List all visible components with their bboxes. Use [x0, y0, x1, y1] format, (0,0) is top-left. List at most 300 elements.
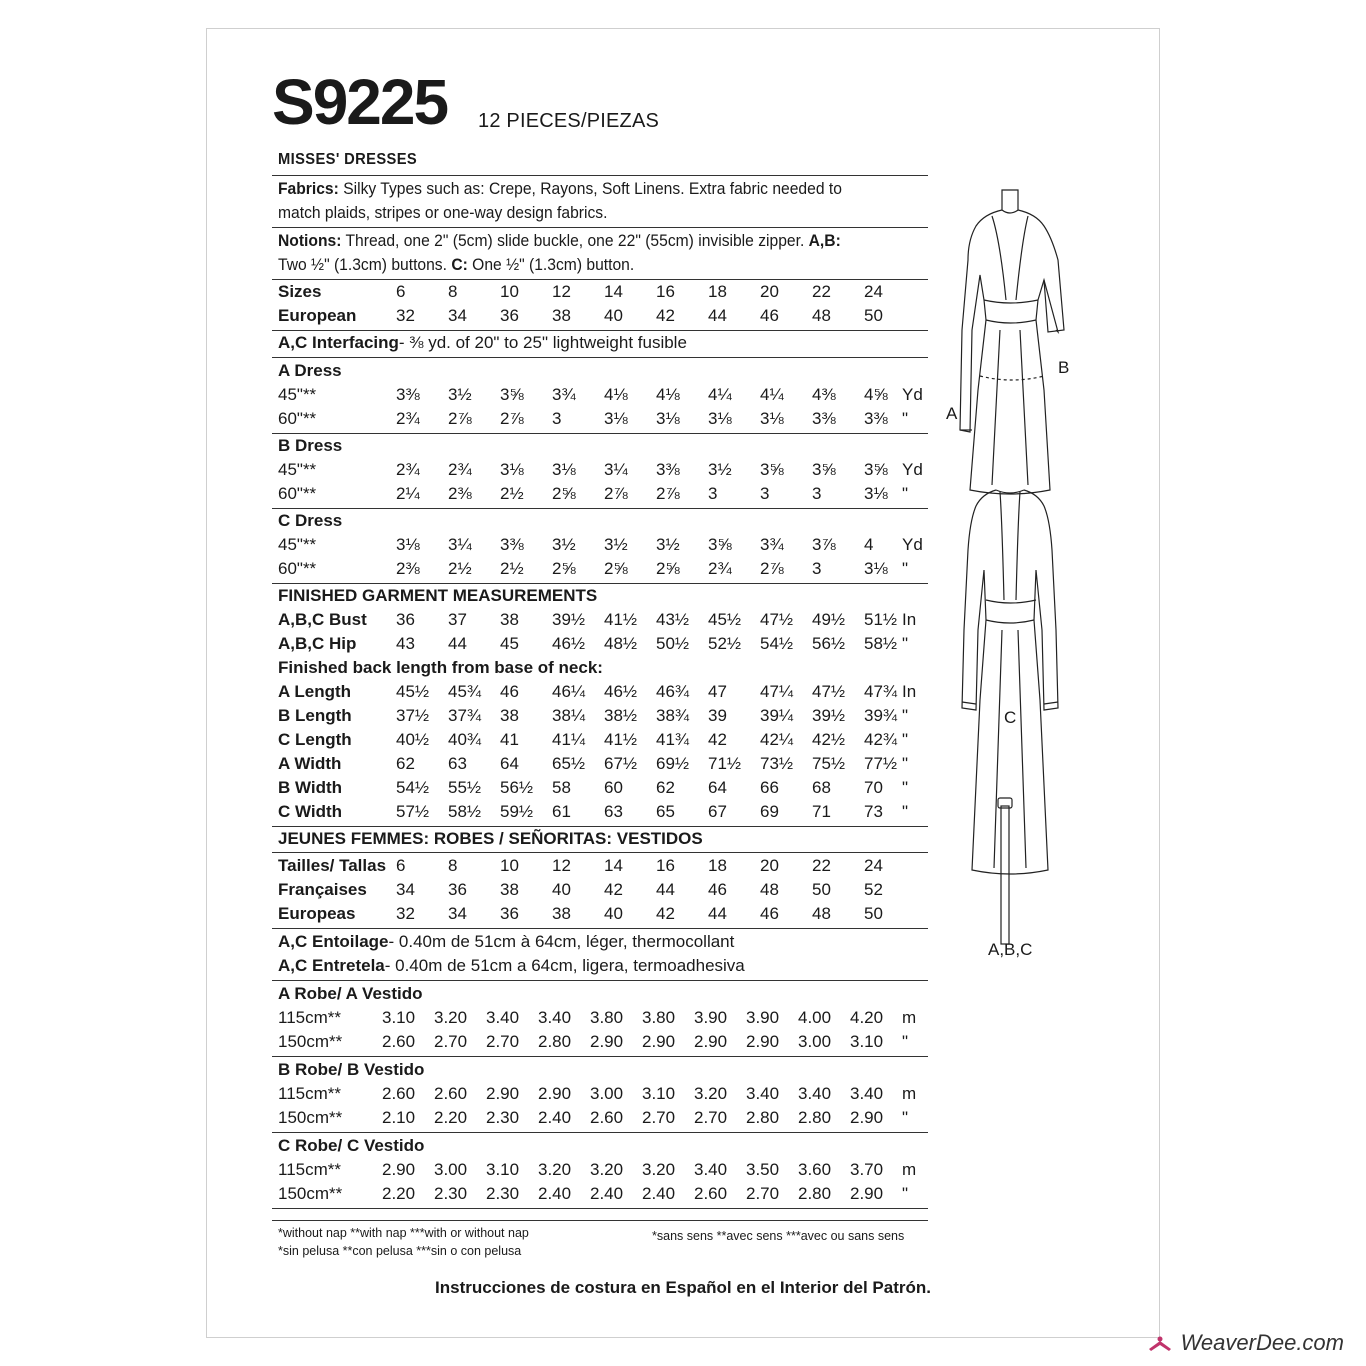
table-cell: 2⅞ — [760, 559, 784, 578]
dress-c-illustration — [962, 490, 1058, 874]
table-cell: 49½ — [812, 610, 846, 629]
table-cell: 3⅛ — [760, 409, 784, 428]
table-cell: 2.90 — [486, 1084, 520, 1103]
table-cell: 57½ — [396, 802, 430, 821]
table-cell: 67½ — [604, 754, 638, 773]
table-cell: 2.40 — [590, 1184, 624, 1203]
unit-label: Yd — [902, 385, 923, 404]
table-cell: 37¾ — [448, 706, 482, 725]
table-cell: 48 — [812, 904, 831, 923]
table-cell: 38 — [552, 904, 571, 923]
table-cell: 3⅛ — [552, 460, 576, 479]
divider — [272, 980, 928, 981]
table-cell: 3⅝ — [760, 460, 784, 479]
brand-logo-icon — [1145, 1333, 1175, 1355]
table-cell: 45¾ — [448, 682, 482, 701]
table-cell: 77½ — [864, 754, 898, 773]
view-label-c: C — [1004, 708, 1017, 727]
table-cell: 2.90 — [538, 1084, 572, 1103]
divider — [272, 357, 928, 358]
table-cell: 65 — [656, 802, 675, 821]
table-cell: 3 — [708, 484, 718, 503]
unit-label: " — [902, 778, 909, 797]
unit-label: " — [902, 1032, 909, 1051]
table-cell: 20 — [760, 856, 779, 875]
table-cell: 3¼ — [604, 460, 628, 479]
table-cell: 3 — [760, 484, 770, 503]
table-cell: 3⅜ — [656, 460, 680, 479]
unit-label: m — [902, 1160, 917, 1179]
row-label: Françaises — [278, 880, 367, 899]
unit-label: Yd — [902, 460, 923, 479]
table-cell: 3⅝ — [500, 385, 524, 404]
interfacing-text: - ⅜ yd. of 20" to 25" lightweight fusible — [398, 333, 687, 352]
table-cell: 3.80 — [590, 1008, 624, 1027]
table-cell: 4⅛ — [656, 385, 680, 404]
divider — [272, 433, 928, 434]
table-cell: 3.60 — [798, 1160, 832, 1179]
table-cell: 2.90 — [746, 1032, 780, 1051]
table-cell: 2.70 — [434, 1032, 468, 1051]
divider — [272, 852, 928, 853]
table-cell: 47¾ — [864, 682, 898, 701]
table-cell: 2½ — [500, 484, 524, 503]
table-cell: 3.10 — [486, 1160, 520, 1179]
table-cell: 70 — [864, 778, 883, 797]
row-label: B Length — [278, 706, 352, 725]
table-cell: 38½ — [604, 706, 638, 725]
table-cell: 56½ — [812, 634, 846, 653]
table-cell: 2.10 — [382, 1108, 416, 1127]
table-cell: 2.20 — [434, 1108, 468, 1127]
row-label: 45"** — [278, 460, 317, 479]
unit-label: " — [902, 409, 909, 428]
table-cell: 6 — [396, 282, 406, 301]
table-cell: 36 — [500, 904, 519, 923]
table-cell: 32 — [396, 904, 415, 923]
view-label-abc: A,B,C — [988, 940, 1033, 959]
table-cell: 3⅛ — [708, 409, 732, 428]
table-cell: 37½ — [396, 706, 430, 725]
view-label-b: B — [1058, 358, 1070, 377]
table-cell: 73½ — [760, 754, 794, 773]
table-cell: 2.40 — [538, 1184, 572, 1203]
table-cell: 66 — [760, 778, 779, 797]
table-cell: 2.60 — [434, 1084, 468, 1103]
table-cell: 41½ — [604, 730, 638, 749]
table-cell: 4⅝ — [864, 385, 888, 404]
entretela-line — [278, 954, 745, 978]
table-cell: 16 — [656, 282, 675, 301]
table-cell: 3½ — [448, 385, 472, 404]
table-cell: 46½ — [552, 634, 586, 653]
table-cell: 4.00 — [798, 1008, 832, 1027]
table-cell: 48½ — [604, 634, 638, 653]
table-cell: 20 — [760, 282, 779, 301]
view-title: B Dress — [278, 436, 343, 455]
unit-label: " — [902, 634, 909, 653]
table-cell: 2⅝ — [604, 559, 628, 578]
table-cell: 4¼ — [708, 385, 732, 404]
table-cell: 4⅛ — [604, 385, 628, 404]
table-cell: 45½ — [396, 682, 430, 701]
table-cell: 22 — [812, 282, 831, 301]
table-cell: 2½ — [448, 559, 472, 578]
table-cell: 41½ — [604, 610, 638, 629]
table-cell: 50 — [812, 880, 831, 899]
table-cell: 3⅞ — [812, 535, 836, 554]
table-cell: 69 — [760, 802, 779, 821]
table-cell: 2¾ — [396, 460, 420, 479]
table-cell: 3 — [812, 484, 822, 503]
table-cell: 47½ — [760, 610, 794, 629]
table-cell: 2.60 — [694, 1184, 728, 1203]
finished-measurements-title: FINISHED GARMENT MEASUREMENTS — [278, 586, 598, 605]
table-cell: 34 — [396, 880, 415, 899]
table-cell: 41¼ — [552, 730, 586, 749]
row-label: 115cm** — [278, 1008, 341, 1027]
table-cell: 3.20 — [590, 1160, 624, 1179]
unit-label: In — [902, 610, 917, 629]
table-cell: 47 — [708, 682, 727, 701]
table-cell: 58½ — [448, 802, 482, 821]
table-cell: 69½ — [656, 754, 690, 773]
table-cell: 65½ — [552, 754, 586, 773]
table-cell: 3.40 — [746, 1084, 780, 1103]
table-cell: 39¾ — [864, 706, 898, 725]
table-cell: 3 — [552, 409, 562, 428]
table-cell: 52½ — [708, 634, 742, 653]
footnote-english: *without nap **with nap ***with or without nap — [278, 1226, 529, 1240]
table-cell: 3.40 — [694, 1160, 728, 1179]
row-label: 60"** — [278, 559, 317, 578]
table-cell: 38 — [500, 610, 519, 629]
table-cell: 3⅝ — [708, 535, 732, 554]
table-cell: 12 — [552, 282, 571, 301]
table-cell: 2.70 — [642, 1108, 676, 1127]
table-cell: 2.70 — [746, 1184, 780, 1203]
table-cell: 54½ — [396, 778, 430, 797]
spanish-instructions-note: Instrucciones de costura en Español en el Interior del Patrón. — [435, 1278, 931, 1297]
table-cell: 3.40 — [538, 1008, 572, 1027]
table-cell: 64 — [500, 754, 519, 773]
table-cell: 3¾ — [552, 385, 576, 404]
divider — [272, 175, 928, 176]
table-cell: 2.60 — [382, 1084, 416, 1103]
table-cell: 60 — [604, 778, 623, 797]
table-cell: 2.80 — [798, 1108, 832, 1127]
table-cell: 47½ — [812, 682, 846, 701]
table-cell: 4¼ — [760, 385, 784, 404]
table-cell: 3.50 — [746, 1160, 780, 1179]
table-cell: 50 — [864, 306, 883, 325]
footnote-french: *sans sens **avec sens ***avec ou sans sens — [652, 1229, 905, 1243]
table-cell: 3⅜ — [396, 385, 420, 404]
table-cell: 18 — [708, 282, 727, 301]
table-cell: 38 — [552, 306, 571, 325]
table-cell: 40 — [604, 306, 623, 325]
divider — [272, 1132, 928, 1133]
view-label-a: A — [946, 404, 958, 423]
table-cell: 46 — [760, 306, 779, 325]
divider — [272, 1056, 928, 1057]
table-cell: 3⅜ — [864, 409, 888, 428]
table-cell: 36 — [500, 306, 519, 325]
pattern-title: MISSES' DRESSES — [278, 151, 418, 168]
table-cell: 24 — [864, 282, 883, 301]
table-cell: 71 — [812, 802, 831, 821]
row-label: Sizes — [278, 282, 322, 301]
table-cell: 42 — [708, 730, 727, 749]
table-cell: 38 — [500, 706, 519, 725]
table-cell: 73 — [864, 802, 883, 821]
table-cell: 16 — [656, 856, 675, 875]
row-label: 60"** — [278, 409, 317, 428]
row-label: 45"** — [278, 535, 317, 554]
table-cell: 39 — [708, 706, 727, 725]
table-cell: 59½ — [500, 802, 534, 821]
table-cell: 2⅞ — [500, 409, 524, 428]
table-cell: 63 — [448, 754, 467, 773]
table-cell: 58½ — [864, 634, 898, 653]
table-cell: 2⅞ — [448, 409, 472, 428]
row-label: A Width — [278, 754, 342, 773]
table-cell: 46 — [760, 904, 779, 923]
table-cell: 44 — [708, 904, 727, 923]
table-cell: 50½ — [656, 634, 690, 653]
table-cell: 3⅝ — [812, 460, 836, 479]
table-cell: 3.80 — [642, 1008, 676, 1027]
table-cell: 2⅝ — [552, 484, 576, 503]
table-cell: 38¾ — [656, 706, 690, 725]
table-cell: 14 — [604, 282, 623, 301]
table-cell: 3.70 — [850, 1160, 884, 1179]
table-cell: 3¾ — [760, 535, 784, 554]
row-label: 150cm** — [278, 1108, 343, 1127]
metric-section-title: JEUNES FEMMES: ROBES / SEÑORITAS: VESTIDOS — [278, 829, 703, 848]
table-cell: 47¼ — [760, 682, 794, 701]
table-cell: 3.00 — [798, 1032, 832, 1051]
table-cell: 3.90 — [694, 1008, 728, 1027]
table-cell: 2.80 — [798, 1184, 832, 1203]
table-cell: 3⅛ — [604, 409, 628, 428]
table-cell: 3.10 — [642, 1084, 676, 1103]
table-cell: 41 — [500, 730, 519, 749]
table-cell: 43 — [396, 634, 415, 653]
table-cell: 51½ — [864, 610, 898, 629]
table-cell: 3.40 — [798, 1084, 832, 1103]
row-label: Europeas — [278, 904, 356, 923]
unit-label: Yd — [902, 535, 923, 554]
divider — [272, 227, 928, 228]
table-cell: 41¾ — [656, 730, 690, 749]
brand-watermark: WeaverDee.com — [1145, 1330, 1344, 1356]
table-cell: 2.90 — [642, 1032, 676, 1051]
table-cell: 2.90 — [590, 1032, 624, 1051]
table-cell: 42½ — [812, 730, 846, 749]
table-cell: 3.20 — [434, 1008, 468, 1027]
table-cell: 3⅜ — [500, 535, 524, 554]
table-cell: 2.80 — [746, 1108, 780, 1127]
table-cell: 4.20 — [850, 1008, 884, 1027]
table-cell: 8 — [448, 282, 458, 301]
table-cell: 22 — [812, 856, 831, 875]
table-cell: 42¾ — [864, 730, 898, 749]
unit-label: " — [902, 1184, 909, 1203]
table-cell: 46½ — [604, 682, 638, 701]
row-label: 115cm** — [278, 1160, 341, 1179]
row-label: A,B,C Hip — [278, 634, 357, 653]
unit-label: " — [902, 1108, 909, 1127]
table-cell: 40¾ — [448, 730, 482, 749]
table-cell: 6 — [396, 856, 406, 875]
entretela-label: A,C Entretela — [278, 956, 385, 975]
table-cell: 32 — [396, 306, 415, 325]
table-cell: 3.00 — [590, 1084, 624, 1103]
unit-label: In — [902, 682, 917, 701]
table-cell: 36 — [396, 610, 415, 629]
table-cell: 2¾ — [448, 460, 472, 479]
interfacing-label: A,C Interfacing — [278, 333, 399, 352]
row-label: C Width — [278, 802, 343, 821]
table-cell: 67 — [708, 802, 727, 821]
table-cell: 2⅞ — [604, 484, 628, 503]
unit-label: " — [902, 706, 909, 725]
dress-illustrations — [940, 180, 1100, 980]
table-cell: 3½ — [604, 535, 628, 554]
table-cell: 2.40 — [538, 1108, 572, 1127]
table-cell: 4⅜ — [812, 385, 836, 404]
table-cell: 34 — [448, 904, 467, 923]
table-cell: 64 — [708, 778, 727, 797]
table-cell: 3.10 — [382, 1008, 416, 1027]
row-label: A,B,C Bust — [278, 610, 367, 629]
table-cell: 2.60 — [382, 1032, 416, 1051]
unit-label: " — [902, 802, 909, 821]
table-cell: 14 — [604, 856, 623, 875]
table-cell: 45 — [500, 634, 519, 653]
unit-label: m — [902, 1084, 917, 1103]
row-label: A Length — [278, 682, 352, 701]
table-cell: 62 — [656, 778, 675, 797]
row-label: European — [278, 306, 357, 325]
table-cell: 46 — [708, 880, 727, 899]
table-cell: 58 — [552, 778, 571, 797]
table-cell: 2.90 — [850, 1108, 884, 1127]
table-cell: 4 — [864, 535, 874, 554]
table-cell: 2.90 — [850, 1184, 884, 1203]
table-cell: 2.70 — [486, 1032, 520, 1051]
table-cell: 2.80 — [538, 1032, 572, 1051]
table-cell: 40½ — [396, 730, 430, 749]
table-cell: 38 — [500, 880, 519, 899]
view-title: C Dress — [278, 511, 343, 530]
row-label: B Width — [278, 778, 343, 797]
table-cell: 40 — [604, 904, 623, 923]
table-cell: 50 — [864, 904, 883, 923]
table-cell: 3.90 — [746, 1008, 780, 1027]
pattern-code: S9225 — [272, 66, 448, 138]
unit-label: " — [902, 754, 909, 773]
table-cell: 10 — [500, 282, 519, 301]
table-cell: 3 — [812, 559, 822, 578]
table-cell: 2.30 — [486, 1184, 520, 1203]
view-title: A Dress — [278, 361, 342, 380]
entoilage-text: - 0.40m de 51cm à 64cm, léger, thermocollant — [388, 932, 735, 951]
table-cell: 18 — [708, 856, 727, 875]
table-cell: 56½ — [500, 778, 534, 797]
table-cell: 24 — [864, 856, 883, 875]
divider — [272, 1220, 928, 1221]
table-cell: 3⅝ — [864, 460, 888, 479]
table-cell: 3⅜ — [812, 409, 836, 428]
back-length-title: Finished back length from base of neck: — [278, 658, 603, 677]
fabrics-text: Fabrics: Silky Types such as: Crepe, Rayons, Soft Linens. Extra fabric needed to match plaids, stripes or one-way design fabrics. — [278, 179, 842, 222]
table-cell: 55½ — [448, 778, 482, 797]
table-cell: 2⅜ — [396, 559, 420, 578]
table-cell: 52 — [864, 880, 883, 899]
table-cell: 3½ — [708, 460, 732, 479]
table-cell: 48 — [812, 306, 831, 325]
table-cell: 46¾ — [656, 682, 690, 701]
table-cell: 75½ — [812, 754, 846, 773]
table-cell: 2⅞ — [656, 484, 680, 503]
table-cell: 2.20 — [382, 1184, 416, 1203]
notions-text: Notions: Thread, one 2" (5cm) slide buckle, one 22" (55cm) invisible zipper. A,B: Two ½" (1.3cm) buttons. C: One ½" (1.3cm) button. — [278, 231, 841, 274]
row-label: C Length — [278, 730, 352, 749]
belt-illustration — [998, 798, 1012, 944]
table-cell: 46 — [500, 682, 519, 701]
table-cell: 3⅛ — [656, 409, 680, 428]
table-cell: 2¼ — [396, 484, 420, 503]
table-cell: 2.40 — [642, 1184, 676, 1203]
view-title: A Robe/ A Vestido — [278, 984, 423, 1003]
table-cell: 43½ — [656, 610, 690, 629]
table-cell: 2⅜ — [448, 484, 472, 503]
table-cell: 3½ — [552, 535, 576, 554]
table-cell: 2⅝ — [656, 559, 680, 578]
table-cell: 39½ — [552, 610, 586, 629]
unit-label: " — [902, 484, 909, 503]
table-cell: 63 — [604, 802, 623, 821]
table-cell: 46¼ — [552, 682, 586, 701]
table-cell: 38¼ — [552, 706, 586, 725]
view-title: B Robe/ B Vestido — [278, 1060, 425, 1079]
table-cell: 61 — [552, 802, 571, 821]
table-cell: 2¾ — [396, 409, 420, 428]
table-cell: 3⅛ — [396, 535, 420, 554]
table-cell: 42 — [656, 306, 675, 325]
row-label: Tailles/ Tallas — [278, 856, 387, 875]
table-cell: 48 — [760, 880, 779, 899]
entretela-text: - 0.40m de 51cm a 64cm, ligera, termoadhesiva — [384, 956, 745, 975]
table-cell: 39½ — [812, 706, 846, 725]
row-label: 115cm** — [278, 1084, 341, 1103]
table-cell: 2.70 — [694, 1108, 728, 1127]
unit-label: " — [902, 730, 909, 749]
table-cell: 71½ — [708, 754, 742, 773]
divider — [272, 1208, 928, 1209]
table-cell: 3.00 — [434, 1160, 468, 1179]
table-cell: 42 — [604, 880, 623, 899]
row-label: 150cm** — [278, 1184, 343, 1203]
unit-label: " — [902, 559, 909, 578]
table-cell: 44 — [656, 880, 675, 899]
table-cell: 34 — [448, 306, 467, 325]
table-cell: 44 — [708, 306, 727, 325]
table-cell: 3.20 — [642, 1160, 676, 1179]
table-cell: 2.30 — [434, 1184, 468, 1203]
